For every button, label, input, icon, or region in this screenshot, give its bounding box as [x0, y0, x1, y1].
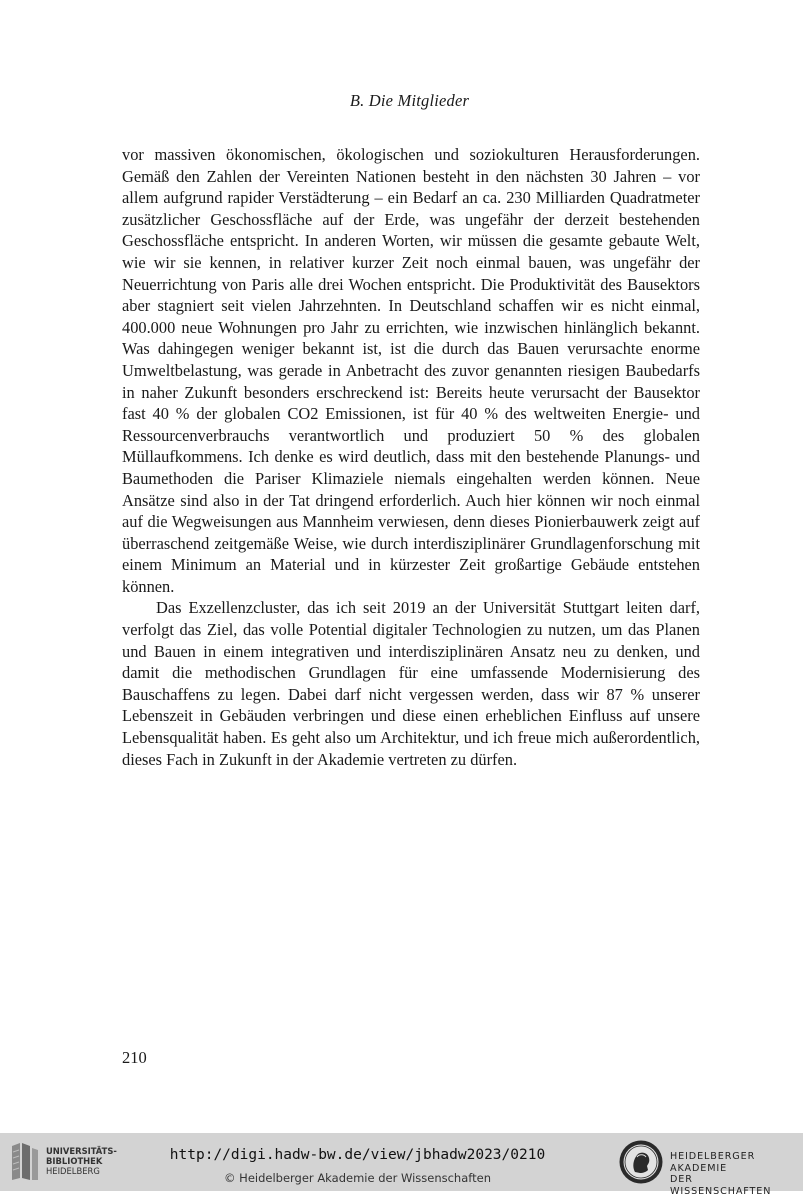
- running-header: [0, 91, 803, 111]
- copyright-notice: © Heidelberger Akademie der Wissenschaften: [224, 1171, 491, 1185]
- ub-logo-line: BIBLIOTHEK: [46, 1156, 103, 1166]
- hadw-logo-line: HEIDELBERGER AKADEMIE: [670, 1151, 756, 1174]
- paragraph: Das Exzellenzcluster, das ich seit 2019 an der Universität Stuttgart leiten darf, verfolgt das Ziel, das volle Potential digitaler Technologien zu nutzen, um das Planen und Bauen in einem integrativen und interdisziplinären Ansatz neu zu denken, und damit die methodischen Grundlagen für eine umfassende Modernisierung des Bauschaffens zu legen. Dabei darf nicht vergessen werden, dass wir 87 % unserer Lebenszeit in Gebäuden verbringen und diese einen erheblichen Einfluss auf unsere Lebensqualität haben. Es geht also um Architektur, und ich freue mich außerordentlich, dieses Fach in Zukunft in der Akademie vertreten zu dürfen.: [122, 598, 700, 769]
- ub-logo-text: [46, 1146, 117, 1176]
- hadw-logo-line: DER WISSENSCHAFTEN: [670, 1174, 772, 1197]
- footer-bar: [0, 1133, 803, 1197]
- permalink-url[interactable]: http://digi.hadw-bw.de/view/jbhadw2023/0210: [169, 1147, 546, 1163]
- ub-heidelberg-logo[interactable]: [8, 1140, 118, 1182]
- paragraph: vor massiven ökonomischen, ökologischen und soziokulturen Herausforderungen. Gemäß den Zahlen der Vereinten Nationen besteht in den nächsten 30 Jahren – vor allem aufgrund rapider Verstädterung – ein Bedarf an ca. 230 Milliarden Quadratmeter zusätzlicher Geschossfläche auf der Erde, was ungefähr der derzeit bestehenden Geschossfläche entspricht. In anderen Worten, wir müssen die gesamte gebaute Welt, wie wir sie kennen, in relativer kurzer Zeit noch einmal bauen, was ungefähr der Neuerrichtung von Paris alle drei Wochen entspricht. Die Produktivität des Bausektors aber stagniert seit vielen Jahrzehnten. In Deutschland schaffen wir es nicht einmal, 400.000 neue Wohnungen pro Jahr zu errichten, wie inzwischen hinlänglich bekannt. Was dahingegen weniger bekannt ist, ist die durch das Bauen verursachte enorme Umweltbelastung, was gerade in Anbetracht des zuvor genannten riesigen Baubedarfs in naher Zukunft besonders erschreckend ist: Bereits heute verursacht der Bausektor fast 40 % der globalen CO2 Emissionen, ist für 40 % des weltweiten Energie- und Ressourcenverbrauchs verantwortlich und produziert 50 % des globalen Müllaufkommens. Ich denke es wird deutlich, dass mit den bestehende Planungs- und Baumethoden die Pariser Klimaziele niemals eingehalten werden können. Neue Ansätze sind also in der Tat dringend erforderlich. Auch hier können wir noch einmal auf die Wegweisungen aus Mannheim verwiesen, denn dieses Pionierbauwerk zeigt auf überraschend zeitgemäße Weise, wie durch interdisziplinärer Grundlagenforschung mit einem Minimum an Material und in kürzester Zeit großartige Gebäude entstehen können.: [122, 145, 700, 596]
- ub-logo-line: UNIVERSITÄTS-: [46, 1146, 117, 1156]
- hadw-seal-icon: [618, 1139, 664, 1185]
- body-text: [122, 144, 700, 770]
- ub-logo-line: HEIDELBERG: [46, 1166, 100, 1176]
- hadw-logo[interactable]: [618, 1139, 798, 1197]
- page-number: 210: [122, 1048, 147, 1067]
- ub-library-logo-icon: [8, 1140, 42, 1182]
- running-header-title: B. Die Mitglieder: [349, 91, 470, 110]
- hadw-logo-text: [670, 1151, 798, 1197]
